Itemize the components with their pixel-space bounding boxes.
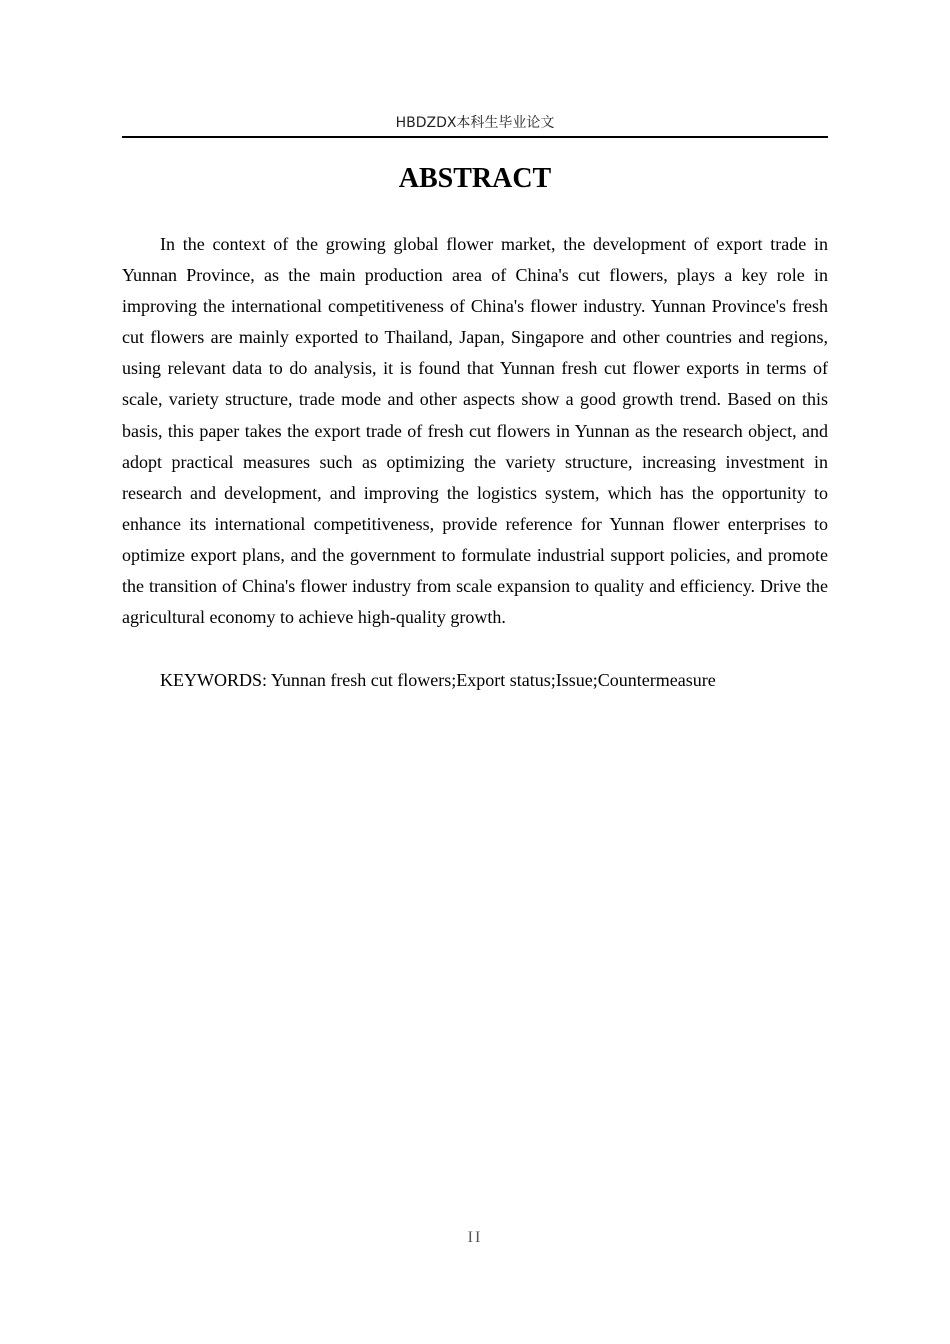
page-title: ABSTRACT bbox=[398, 163, 552, 194]
abstract-body: In the context of the growing global flower market, the development of export trade in Yunnan Province, as the main production area of China's cut flowers, plays a key role in improving the international competitiveness of China's flower industry. Yunnan Province's fresh cut flowers are mainly exported to Thailand, Japan, Singapore and other countries and regions, using relevant data to do analysis, it is found that Yunnan fresh cut flower exports in terms of scale, variety structure, trade mode and other aspects show a good growth trend. Based on this basis, this paper takes the export trade of fresh cut flowers in Yunnan as the research object, and adopt practical measures such as optimizing the variety structure, increasing investment in research and development, and improving the logistics system, which has the opportunity to enhance its international competitiveness, provide reference for Yunnan flower enterprises to optimize export plans, and the government to formulate industrial support policies, and promote the transition of China's flower industry from scale expansion to quality and efficiency. Drive the agricultural economy to achieve high-quality growth. bbox=[122, 234, 828, 628]
page-number: II bbox=[467, 1229, 483, 1246]
running-header: HBDZDX本科生毕业论文 bbox=[395, 115, 555, 131]
keywords-line: KEYWORDS: Yunnan fresh cut flowers;Export status;Issue;Countermeasure bbox=[160, 670, 716, 690]
header-rule bbox=[122, 136, 828, 138]
